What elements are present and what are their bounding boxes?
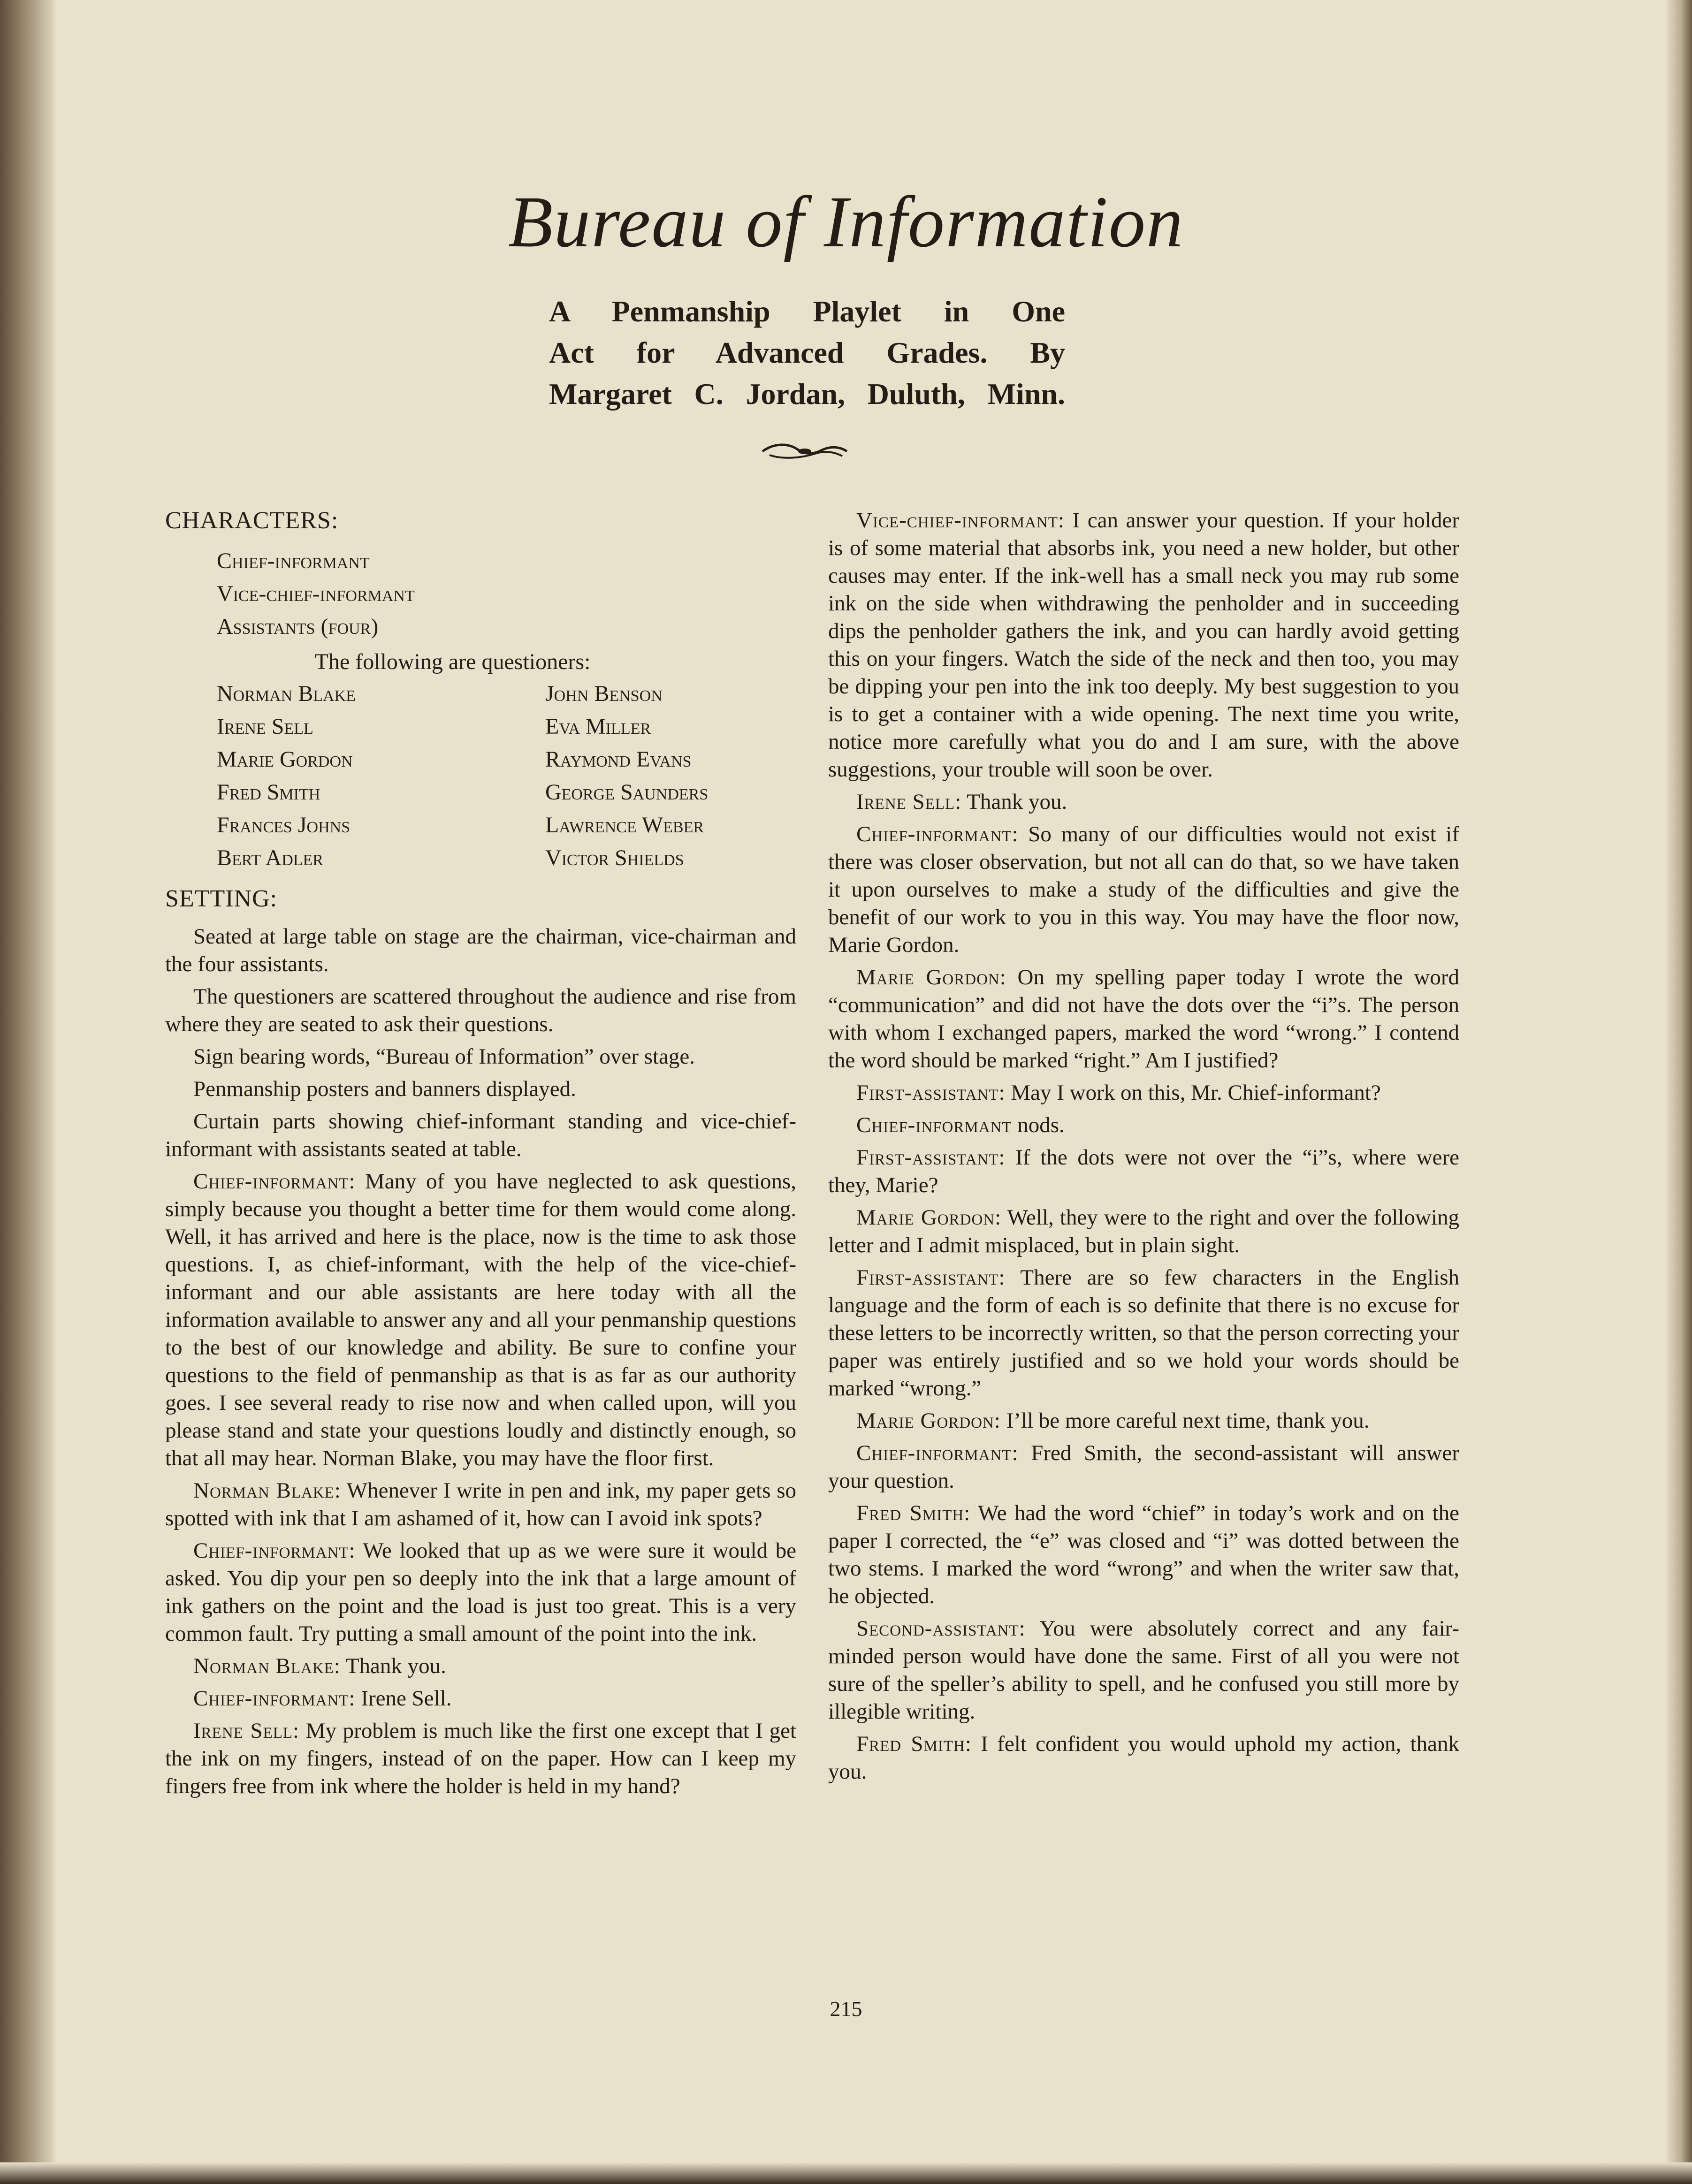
dialogue-paragraph (828, 1730, 1459, 1786)
flourish-ornament-icon (760, 441, 849, 462)
page-number: 215 (830, 1997, 862, 2021)
speaker-name: First-assistant: (856, 1265, 1006, 1290)
dialogue-paragraph (828, 821, 1459, 959)
speaker-name: Chief-informant: (193, 1686, 356, 1711)
setting-line: Curtain parts showing chief-informant standing and vice-chief-informant with assistants seated at table. (165, 1109, 796, 1161)
characters-heading: CHARACTERS: (165, 507, 339, 534)
dialogue-paragraph (828, 788, 1459, 816)
dialogue-text: We looked that up as we were sure it would be asked. You dip your pen so deeply into the ink that a large amount of ink gathers on the point and the load is just too great. This is a very common fault. Try putting a small amount of the point into the ink. (165, 1538, 796, 1646)
dialogue-paragraph (828, 1264, 1459, 1402)
subtitle-line: A Penmanship Playlet in One (549, 295, 1065, 328)
dialogue-text: I can answer your question. If your holder is of some material that absorbs ink, you need a new holder, but other causes may enter. If the ink-well has a small neck you may rub some ink on the side when withdrawing the penholder and in succeeding dips the penholder gathers the ink, and you can hardly avoid getting this on your fingers. Watch the side of the neck and then too, you may be dipping your pen into the ink too deeply. My best suggestion to you is to get a container with a wide opening. The next time you write, notice more carefully what you do and I am sure, with the above suggestions, your trouble will soon be over. (828, 508, 1460, 782)
questioner-name: Norman Blake (217, 681, 356, 706)
speaker-name: Norman Blake: (193, 1654, 341, 1678)
questioner-name: Victor Shields (545, 845, 684, 870)
dialogue-paragraph (828, 1499, 1459, 1610)
dialogue-text: Thank you. (345, 1654, 446, 1678)
dialogue-paragraph (828, 1407, 1459, 1435)
questioner-name: Fred Smith (217, 780, 320, 805)
subtitle-line: Margaret C. Jordan, Duluth, Minn. (549, 377, 1065, 411)
questioners-list (165, 677, 796, 875)
dialogue-text: nods. (1017, 1113, 1065, 1137)
speaker-name: Chief-informant: (193, 1538, 356, 1563)
dialogue-paragraph (165, 1537, 796, 1648)
main-characters-list (165, 545, 796, 643)
dialogue-paragraph (165, 1652, 796, 1680)
dialogue-paragraph (828, 1144, 1459, 1199)
dialogue-text: Well, they were to the right and over the following letter and I admit misplaced, but in plain sight. (828, 1205, 1459, 1257)
speaker-name: Fred Smith: (856, 1732, 972, 1756)
questioners-intro: The following are questioners: (314, 649, 591, 674)
speaker-name: Irene Sell: (856, 790, 962, 814)
setting-heading: SETTING: (165, 885, 278, 912)
dialogue-paragraph (828, 964, 1459, 1074)
speaker-name: Marie Gordon: (856, 965, 1006, 989)
questioner-name: Marie Gordon (217, 747, 353, 772)
left-column (165, 507, 796, 1805)
article-title: Bureau of Information (508, 181, 1184, 262)
dialogue-text: May I work on this, Mr. Chief-informant? (1011, 1081, 1381, 1105)
dialogue-text: My problem is much like the first one except that I get the ink on my fingers, instead of on the paper. How can I keep my fingers free from ink where the holder is held in my hand? (165, 1719, 797, 1798)
questioner-name: Lawrence Weber (545, 813, 704, 837)
questioner-name: Raymond Evans (545, 747, 692, 772)
dialogue-paragraph (828, 1439, 1459, 1495)
page-edge (1665, 0, 1692, 2184)
setting-line: The questioners are scattered throughout the audience and rise from where they are seated to ask their questions. (165, 984, 796, 1036)
setting-line: Sign bearing words, “Bureau of Information” over stage. (193, 1044, 695, 1069)
speaker-name: Irene Sell: (193, 1719, 300, 1743)
dialogue-paragraph (828, 1079, 1459, 1107)
speaker-name: Chief-informant (856, 1113, 1012, 1137)
character-name: Vice-chief-informant (217, 581, 415, 606)
dialogue-paragraph (828, 1204, 1459, 1259)
dialogue-text: You were absolutely correct and any fair-minded person would have done the same. First of all you were not sure of the speller’s ability to spell, and he confused you still more by illegible writing. (828, 1616, 1459, 1724)
speaker-name: Chief-informant: (856, 1441, 1019, 1465)
book-gutter (0, 0, 56, 2184)
dialogue-paragraph (828, 1615, 1459, 1726)
dialogue-text: On my spelling paper today I wrote the word “communication” and did not have the dots over the “i”s. The person with whom I exchanged papers, marked the word “wrong.” I contend the word should be marked “right.” Am I justified? (828, 965, 1460, 1073)
character-name: Assistants (four) (217, 614, 379, 639)
questioner-name: Irene Sell (217, 714, 313, 739)
speaker-name: Fred Smith: (856, 1501, 971, 1525)
dialogue-text: I felt confident you would uphold my action, thank you. (828, 1732, 1459, 1784)
speaker-name: Vice-chief-informant: (856, 508, 1065, 533)
questioner-name: Eva Miller (545, 714, 651, 739)
dialogue-text: Many of you have neglected to ask questions, simply because you thought a better time for them would come along. Well, it has arrived and here is the place, now is the time to ask those questions. I, as chief-informant, with the help of the vice-chief-informant and our able assistants are here today with all the information available to answer any and all your penmanship questions to the best of our knowledge and ability. Be sure to confine your questions to the field of penmanship as that is as far as our authority goes. I see several ready to rise now and when called upon, will you please stand and state your questions loudly and distinctly enough, so that all may hear. Norman Blake, you may have the floor first. (165, 1169, 796, 1470)
setting-line: Penmanship posters and banners displayed. (193, 1077, 576, 1101)
speaker-name: Chief-informant: (193, 1169, 356, 1194)
article-subtitle (549, 291, 1065, 415)
speaker-name: Second-assistant: (856, 1616, 1026, 1641)
speaker-name: First-assistant: (856, 1081, 1006, 1105)
dialogue-paragraph (165, 1168, 796, 1472)
dialogue-paragraph (828, 507, 1459, 784)
speaker-name: Chief-informant: (856, 822, 1019, 846)
questioner-name: John Benson (545, 681, 663, 706)
page-bottom-edge (0, 2162, 1692, 2184)
dialogue-text: There are so few characters in the English language and the form of each is so definite that there is no excuse for these letters to be incorrectly written, so that the person correcting your paper was entirely justified and so we hold your words should be marked “wrong.” (828, 1265, 1459, 1400)
questioner-name: George Saunders (545, 780, 709, 805)
dialogue-text: Whenever I write in pen and ink, my paper gets so spotted with ink that I am ashamed of it, how can I avoid ink spots? (165, 1478, 796, 1530)
dialogue-text: We had the word “chief” in today’s work and on the paper I corrected, the “e” was closed and “i” was dotted between the two stems. I marked the word “wrong” and when the writer saw that, he objected. (828, 1501, 1459, 1608)
dialogue-paragraph (165, 1685, 796, 1712)
speaker-name: First-assistant: (856, 1145, 1006, 1170)
dialogue-paragraph (165, 1717, 796, 1800)
dialogue-text: So many of our difficulties would not exist if there was closer observation, but not all can do that, so we have taken it upon ourselves to make a study of the difficulties and give the benefit of our work to you in this way. You may have the floor now, Marie Gordon. (828, 822, 1459, 957)
speaker-name: Marie Gordon: (856, 1408, 1001, 1433)
subtitle-line: Act for Advanced Grades. By (549, 336, 1065, 369)
dialogue-paragraph (828, 1111, 1459, 1139)
dialogue-text: Irene Sell. (361, 1686, 452, 1711)
questioner-name: Bert Adler (217, 845, 323, 870)
speaker-name: Marie Gordon: (856, 1205, 1002, 1230)
dialogue-text: If the dots were not over the “i”s, where were they, Marie? (828, 1145, 1460, 1197)
setting-line: Seated at large table on stage are the chairman, vice-chairman and the four assistants. (165, 924, 796, 976)
dialogue-text: Fred Smith, the second-assistant will answer your question. (828, 1441, 1459, 1493)
right-column (828, 507, 1459, 1790)
speaker-name: Norman Blake: (193, 1478, 341, 1503)
dialogue-text: I’ll be more careful next time, thank you. (1006, 1408, 1370, 1433)
character-name: Chief-informant (217, 548, 370, 573)
dialogue-paragraph (165, 1477, 796, 1532)
dialogue-text: Thank you. (967, 790, 1067, 814)
questioner-name: Frances Johns (217, 813, 351, 837)
